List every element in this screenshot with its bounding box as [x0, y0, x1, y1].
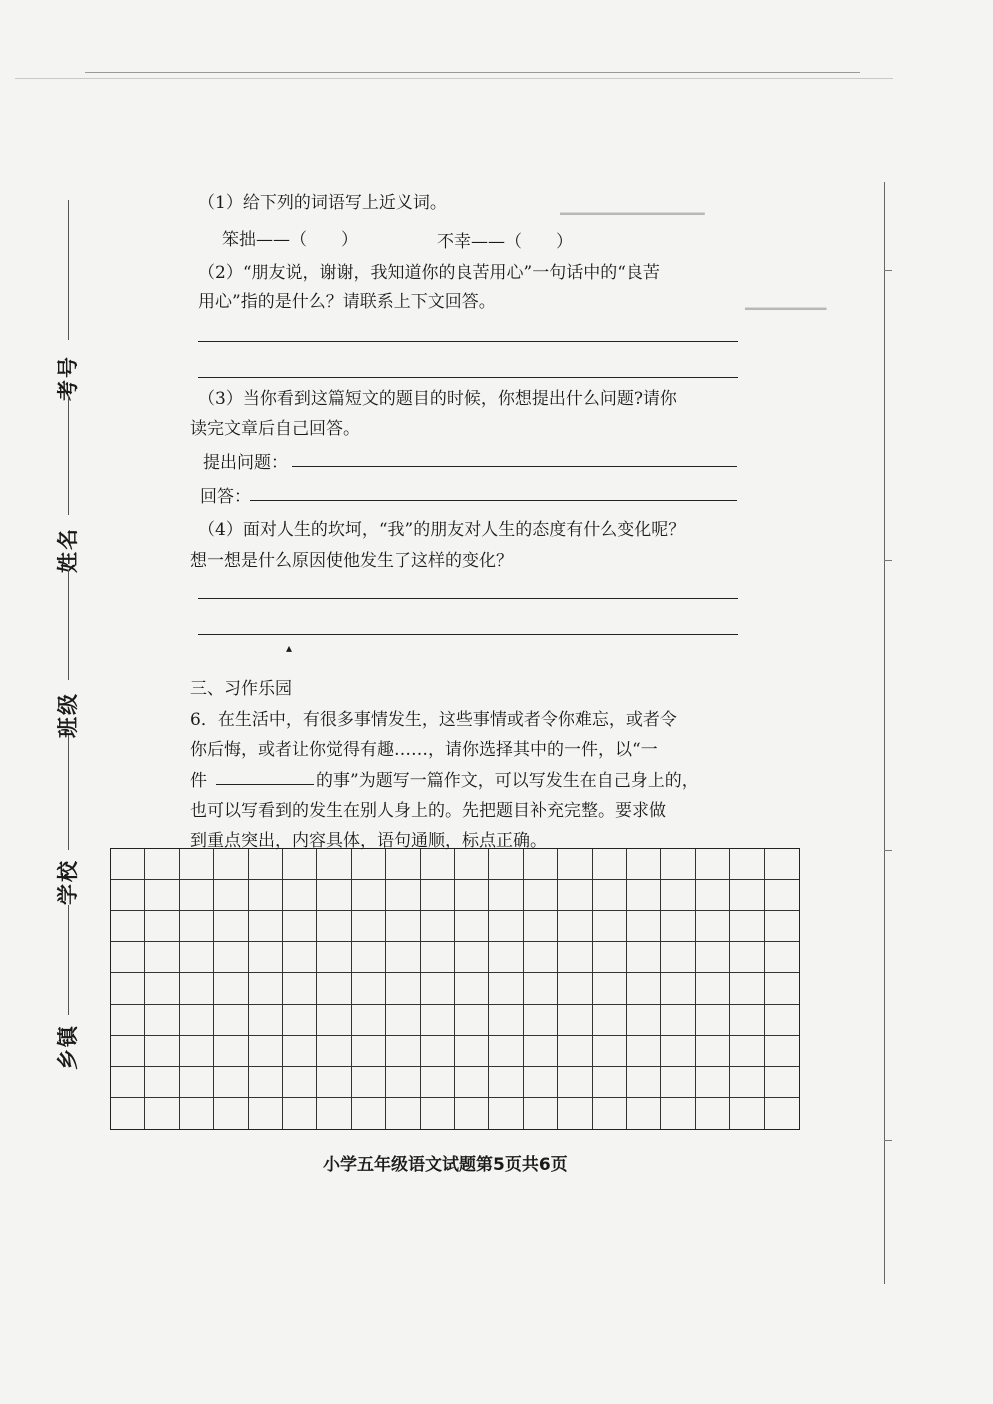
q6-line-3b: 的事”为题写一篇作文，可以写发生在自己身上的，	[316, 771, 699, 791]
grid-cell[interactable]	[386, 1036, 420, 1067]
grid-cell[interactable]	[627, 911, 661, 942]
grid-cell[interactable]	[111, 1005, 145, 1036]
grid-cell[interactable]	[455, 1098, 489, 1129]
grid-cell[interactable]	[593, 973, 627, 1004]
grid-cell[interactable]	[214, 911, 248, 942]
grid-cell[interactable]	[524, 1067, 558, 1098]
grid-cell[interactable]	[558, 1005, 592, 1036]
grid-cell[interactable]	[180, 911, 214, 942]
grid-cell[interactable]	[317, 1067, 351, 1098]
q2-answer-line[interactable]	[198, 377, 738, 378]
grid-cell[interactable]	[627, 973, 661, 1004]
grid-cell[interactable]	[352, 973, 386, 1004]
grid-cell[interactable]	[352, 1005, 386, 1036]
grid-cell[interactable]	[352, 880, 386, 911]
grid-cell[interactable]	[214, 1036, 248, 1067]
grid-cell[interactable]	[730, 942, 764, 973]
grid-cell[interactable]	[489, 1067, 523, 1098]
grid-cell[interactable]	[214, 1005, 248, 1036]
grid-cell[interactable]	[524, 942, 558, 973]
grid-cell[interactable]	[730, 1098, 764, 1129]
q3-line-2: 读完文章后自己回答。	[190, 419, 360, 439]
q3-answer-label: 回答：	[200, 487, 251, 507]
bleed-through-text: ━━━━━━━━━━━━━━━━	[560, 205, 705, 223]
grid-cell[interactable]	[317, 1005, 351, 1036]
grid-cell[interactable]	[489, 1005, 523, 1036]
grid-cell[interactable]	[627, 849, 661, 880]
grid-cell[interactable]	[386, 911, 420, 942]
grid-cell[interactable]	[730, 849, 764, 880]
q6-line-3a: 件	[190, 771, 207, 791]
grid-cell[interactable]	[145, 1098, 179, 1129]
grid-cell[interactable]	[180, 1036, 214, 1067]
grid-cell[interactable]	[558, 1067, 592, 1098]
grid-cell[interactable]	[249, 911, 283, 942]
side-fill-line	[68, 395, 69, 515]
grid-cell[interactable]	[765, 1098, 799, 1129]
grid-cell[interactable]	[249, 849, 283, 880]
grid-cell[interactable]	[489, 942, 523, 973]
grid-cell[interactable]	[352, 942, 386, 973]
q6-line-2: 你后悔，或者让你觉得有趣……，请你选择其中的一件，以“一	[190, 740, 658, 760]
grid-cell[interactable]	[661, 911, 695, 942]
grid-cell[interactable]	[145, 942, 179, 973]
grid-cell[interactable]	[730, 880, 764, 911]
q3-line-1: （3）当你看到这篇短文的题目的时候，你想提出什么问题?请你	[198, 389, 677, 409]
grid-cell[interactable]	[180, 1098, 214, 1129]
grid-cell[interactable]	[455, 911, 489, 942]
side-label-school: 学校	[56, 859, 80, 905]
side-label-class: 班级	[56, 692, 80, 738]
grid-cell[interactable]	[661, 973, 695, 1004]
grid-cell[interactable]	[593, 880, 627, 911]
grid-cell[interactable]	[765, 1067, 799, 1098]
q6-line-1: 6．在生活中，有很多事情发生，这些事情或者令你难忘，或者令	[190, 710, 677, 730]
grid-cell[interactable]	[455, 973, 489, 1004]
grid-cell[interactable]	[696, 1098, 730, 1129]
grid-cell[interactable]	[249, 1005, 283, 1036]
q6-title-blank[interactable]	[216, 784, 314, 785]
grid-cell[interactable]	[661, 849, 695, 880]
grid-cell[interactable]	[249, 1098, 283, 1129]
grid-cell[interactable]	[455, 942, 489, 973]
grid-cell[interactable]	[489, 911, 523, 942]
grid-cell[interactable]	[765, 1036, 799, 1067]
grid-cell[interactable]	[627, 1067, 661, 1098]
grid-cell[interactable]	[180, 849, 214, 880]
grid-cell[interactable]	[180, 1067, 214, 1098]
grid-cell[interactable]	[730, 1036, 764, 1067]
grid-cell[interactable]	[661, 942, 695, 973]
grid-cell[interactable]	[558, 1036, 592, 1067]
grid-cell[interactable]	[317, 849, 351, 880]
grid-cell[interactable]	[524, 973, 558, 1004]
grid-cell[interactable]	[558, 849, 592, 880]
grid-cell[interactable]	[558, 973, 592, 1004]
q2-line-1: （2）“朋友说，谢谢，我知道你的良苦用心”一句话中的“良苦	[198, 263, 660, 283]
grid-cell[interactable]	[111, 973, 145, 1004]
grid-cell[interactable]	[421, 1067, 455, 1098]
grid-cell[interactable]	[111, 911, 145, 942]
grid-cell[interactable]	[386, 942, 420, 973]
grid-cell[interactable]	[111, 1036, 145, 1067]
grid-cell[interactable]	[111, 849, 145, 880]
grid-cell[interactable]	[455, 849, 489, 880]
grid-cell[interactable]	[283, 1098, 317, 1129]
top-rule	[85, 72, 860, 73]
grid-cell[interactable]	[283, 1067, 317, 1098]
grid-cell[interactable]	[421, 973, 455, 1004]
grid-cell[interactable]	[180, 942, 214, 973]
grid-cell[interactable]	[386, 1005, 420, 1036]
grid-cell[interactable]	[696, 880, 730, 911]
grid-cell[interactable]	[696, 911, 730, 942]
side-label-township: 乡镇	[56, 1024, 80, 1070]
grid-cell[interactable]	[145, 880, 179, 911]
grid-cell[interactable]	[214, 1067, 248, 1098]
grid-cell[interactable]	[593, 1005, 627, 1036]
grid-cell[interactable]	[730, 911, 764, 942]
q4-line-2: 想一想是什么原因使他发生了这样的变化？	[190, 551, 513, 571]
grid-cell[interactable]	[145, 1005, 179, 1036]
grid-cell[interactable]	[180, 1005, 214, 1036]
grid-cell[interactable]	[765, 849, 799, 880]
grid-cell[interactable]	[317, 880, 351, 911]
grid-cell[interactable]	[524, 1098, 558, 1129]
grid-cell[interactable]	[627, 942, 661, 973]
grid-cell[interactable]	[214, 880, 248, 911]
q4-answer-line[interactable]	[198, 634, 738, 635]
grid-cell[interactable]	[421, 1098, 455, 1129]
grid-cell[interactable]	[524, 849, 558, 880]
grid-cell[interactable]	[524, 1005, 558, 1036]
grid-cell[interactable]	[145, 1036, 179, 1067]
grid-cell[interactable]	[489, 1098, 523, 1129]
grid-cell[interactable]	[661, 1067, 695, 1098]
grid-cell[interactable]	[421, 880, 455, 911]
q2-answer-line[interactable]	[198, 341, 738, 342]
margin-tick	[884, 1140, 892, 1141]
composition-grid[interactable]	[110, 848, 800, 1130]
grid-cell[interactable]	[489, 1036, 523, 1067]
grid-cell[interactable]	[730, 1005, 764, 1036]
grid-cell[interactable]	[696, 942, 730, 973]
grid-cell[interactable]	[627, 1098, 661, 1129]
grid-cell[interactable]	[386, 849, 420, 880]
grid-cell[interactable]	[352, 1098, 386, 1129]
grid-cell[interactable]	[765, 973, 799, 1004]
grid-cell[interactable]	[558, 942, 592, 973]
grid-cell[interactable]	[317, 1098, 351, 1129]
grid-cell[interactable]	[214, 1098, 248, 1129]
grid-cell[interactable]	[386, 1098, 420, 1129]
grid-cell[interactable]	[249, 1067, 283, 1098]
grid-cell[interactable]	[283, 880, 317, 911]
grid-cell[interactable]	[214, 942, 248, 973]
grid-cell[interactable]	[696, 1005, 730, 1036]
side-fill-line	[68, 735, 69, 850]
grid-cell[interactable]	[421, 942, 455, 973]
grid-cell[interactable]	[558, 880, 592, 911]
grid-cell[interactable]	[352, 849, 386, 880]
stray-mark: ▴	[286, 641, 293, 655]
grid-cell[interactable]	[111, 942, 145, 973]
q1-prompt: （1）给下列的词语写上近义词。	[198, 193, 447, 213]
q3-question-line[interactable]	[292, 466, 737, 467]
q1-word-2: 不幸——（ ）	[437, 232, 573, 252]
grid-cell[interactable]	[489, 880, 523, 911]
q3-answer-line[interactable]	[250, 500, 737, 501]
grid-cell[interactable]	[283, 1036, 317, 1067]
grid-cell[interactable]	[765, 942, 799, 973]
grid-cell[interactable]	[283, 849, 317, 880]
grid-cell[interactable]	[455, 1036, 489, 1067]
grid-cell[interactable]	[145, 849, 179, 880]
grid-cell[interactable]	[524, 911, 558, 942]
bleed-through-text: ━━━━━━━━━	[745, 300, 827, 318]
grid-cell[interactable]	[524, 880, 558, 911]
grid-cell[interactable]	[386, 1067, 420, 1098]
side-fill-line	[68, 200, 69, 340]
grid-cell[interactable]	[696, 973, 730, 1004]
grid-cell[interactable]	[317, 973, 351, 1004]
grid-cell[interactable]	[765, 880, 799, 911]
side-fill-line	[68, 570, 69, 680]
grid-cell[interactable]	[696, 1067, 730, 1098]
grid-cell[interactable]	[421, 1036, 455, 1067]
grid-cell[interactable]	[558, 911, 592, 942]
grid-cell[interactable]	[249, 880, 283, 911]
grid-cell[interactable]	[593, 849, 627, 880]
grid-cell[interactable]	[283, 942, 317, 973]
grid-cell[interactable]	[317, 942, 351, 973]
q4-answer-line[interactable]	[198, 598, 738, 599]
grid-cell[interactable]	[421, 911, 455, 942]
grid-cell[interactable]	[249, 942, 283, 973]
grid-cell[interactable]	[180, 880, 214, 911]
grid-cell[interactable]	[455, 1005, 489, 1036]
side-label-name: 姓名	[56, 527, 80, 573]
grid-cell[interactable]	[145, 911, 179, 942]
grid-cell[interactable]	[421, 849, 455, 880]
grid-cell[interactable]	[455, 880, 489, 911]
grid-cell[interactable]	[352, 1067, 386, 1098]
grid-cell[interactable]	[352, 911, 386, 942]
grid-cell[interactable]	[283, 1005, 317, 1036]
grid-cell[interactable]	[730, 1067, 764, 1098]
grid-cell[interactable]	[111, 1098, 145, 1129]
grid-cell[interactable]	[661, 880, 695, 911]
margin-tick	[884, 560, 892, 561]
grid-cell[interactable]	[111, 1067, 145, 1098]
grid-cell[interactable]	[283, 911, 317, 942]
q6-line-5: 到重点突出，内容具体，语句通顺，标点正确。	[190, 831, 547, 851]
q6-line-4: 也可以写看到的发生在别人身上的。先把题目补充完整。要求做	[190, 801, 666, 821]
grid-cell[interactable]	[661, 1005, 695, 1036]
grid-cell[interactable]	[730, 973, 764, 1004]
grid-cell[interactable]	[558, 1098, 592, 1129]
grid-cell[interactable]	[317, 911, 351, 942]
q3-ask-label: 提出问题：	[203, 453, 288, 473]
page-footer: 小学五年级语文试题第5页共6页	[323, 1155, 568, 1175]
section3-heading: 三、习作乐园	[190, 679, 292, 699]
grid-cell[interactable]	[214, 849, 248, 880]
grid-cell[interactable]	[593, 1098, 627, 1129]
margin-tick	[884, 270, 892, 271]
margin-tick	[884, 850, 892, 851]
grid-cell[interactable]	[524, 1036, 558, 1067]
grid-cell[interactable]	[455, 1067, 489, 1098]
grid-cell[interactable]	[593, 942, 627, 973]
grid-cell[interactable]	[696, 1036, 730, 1067]
grid-cell[interactable]	[489, 849, 523, 880]
grid-cell[interactable]	[421, 1005, 455, 1036]
grid-cell[interactable]	[283, 973, 317, 1004]
top-rule-faint	[15, 78, 893, 79]
grid-cell[interactable]	[765, 911, 799, 942]
grid-cell[interactable]	[317, 1036, 351, 1067]
side-label-exam-no: 考号	[56, 355, 80, 401]
grid-cell[interactable]	[249, 973, 283, 1004]
grid-cell[interactable]	[765, 1005, 799, 1036]
grid-cell[interactable]	[696, 849, 730, 880]
grid-cell[interactable]	[627, 880, 661, 911]
grid-cell[interactable]	[593, 1036, 627, 1067]
grid-cell[interactable]	[145, 1067, 179, 1098]
grid-cell[interactable]	[145, 973, 179, 1004]
grid-cell[interactable]	[214, 973, 248, 1004]
q1-word-1: 笨拙——（ ）	[222, 230, 358, 250]
grid-cell[interactable]	[111, 880, 145, 911]
q2-line-2: 用心”指的是什么？请联系上下文回答。	[198, 292, 496, 312]
grid-cell[interactable]	[661, 1098, 695, 1129]
grid-cell[interactable]	[180, 973, 214, 1004]
side-fill-line	[68, 905, 69, 1015]
grid-cell[interactable]	[386, 880, 420, 911]
grid-cell[interactable]	[386, 973, 420, 1004]
grid-cell[interactable]	[627, 1005, 661, 1036]
grid-cell[interactable]	[489, 973, 523, 1004]
grid-cell[interactable]	[593, 911, 627, 942]
grid-cell[interactable]	[661, 1036, 695, 1067]
grid-cell[interactable]	[249, 1036, 283, 1067]
right-margin-line	[884, 182, 885, 1284]
grid-cell[interactable]	[627, 1036, 661, 1067]
grid-cell[interactable]	[593, 1067, 627, 1098]
q4-line-1: （4）面对人生的坎坷，“我”的朋友对人生的态度有什么变化呢？	[198, 520, 686, 540]
grid-cell[interactable]	[352, 1036, 386, 1067]
